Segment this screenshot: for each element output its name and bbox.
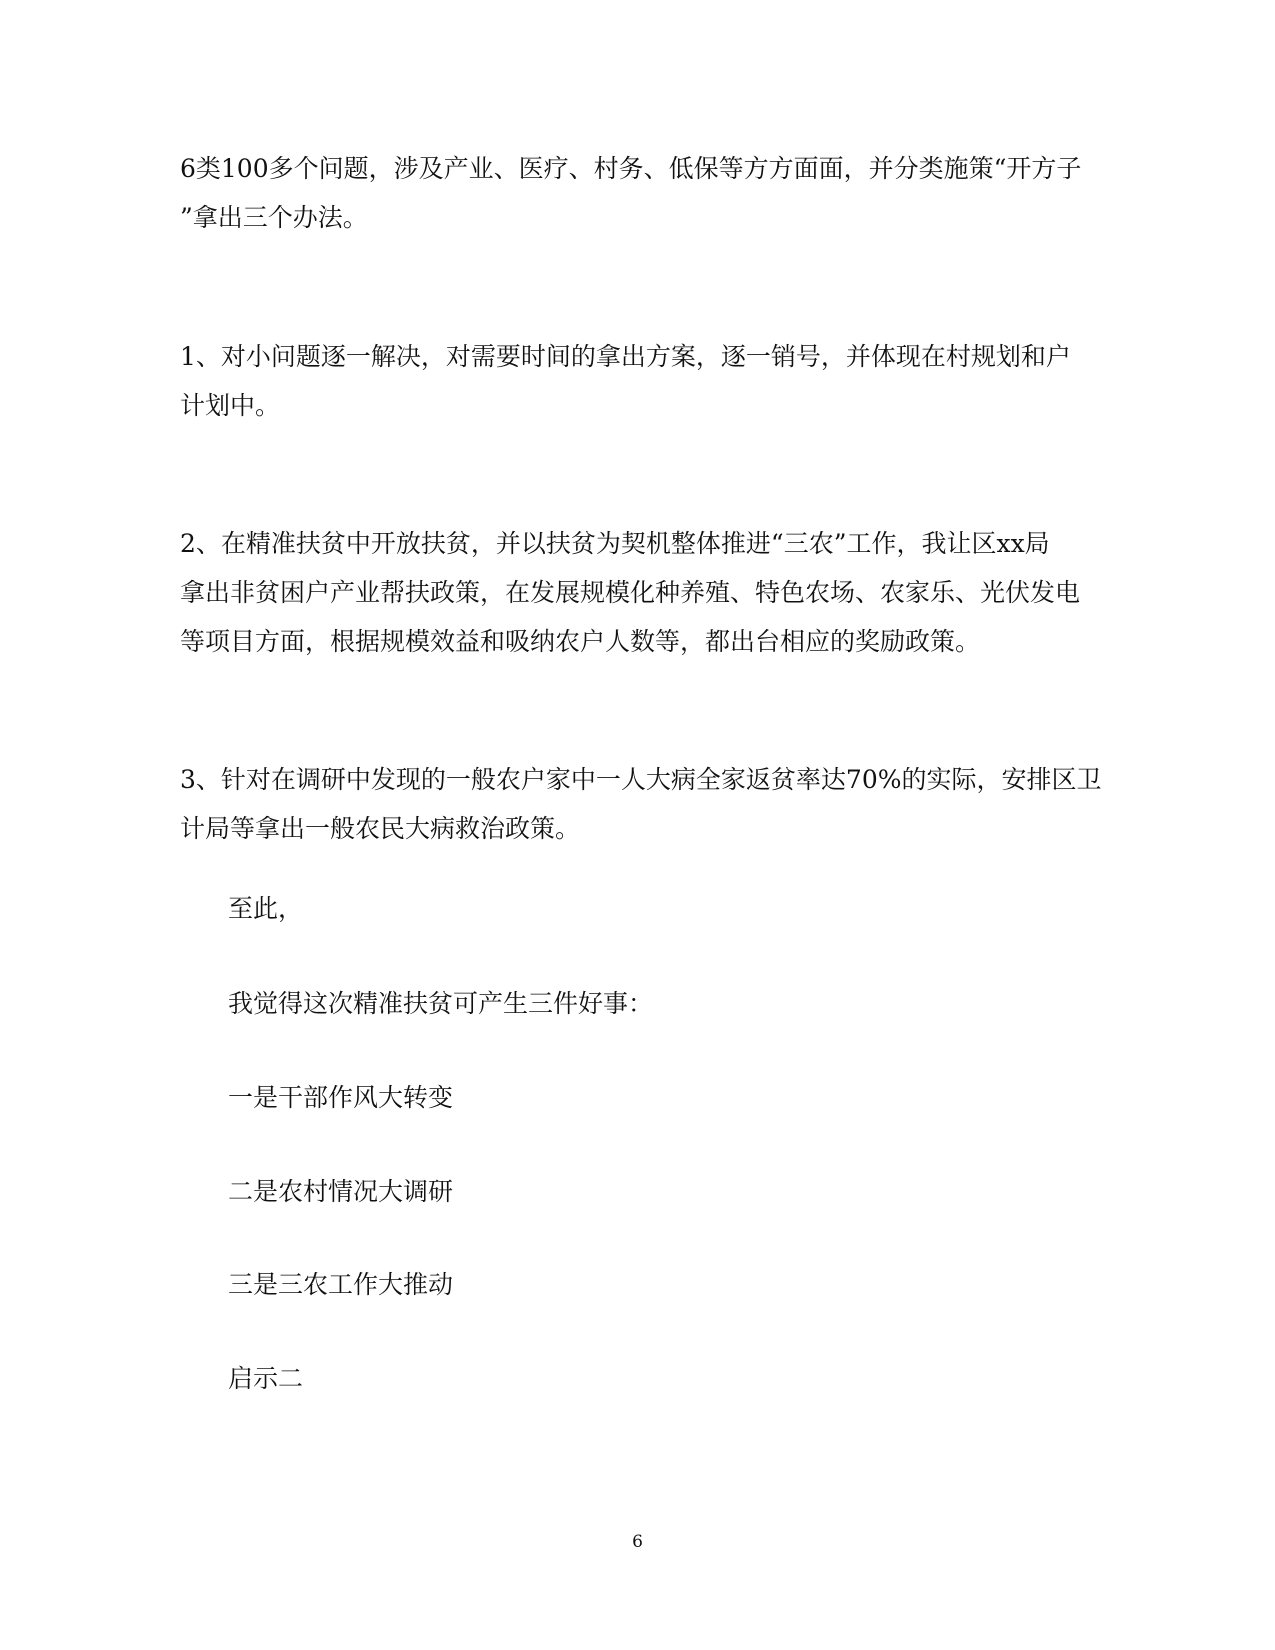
paragraph-item-2 xyxy=(180,519,1081,666)
paragraph-problems-overview xyxy=(180,144,1082,242)
text-line: 我觉得这次精准扶贫可产生三件好事： xyxy=(228,989,654,1018)
page-number: 6 xyxy=(632,1532,643,1552)
paragraph-conclusion-intro xyxy=(228,884,1108,933)
text-line: 二是农村情况大调研 xyxy=(228,1177,454,1206)
text-line: 6类100多个问题，涉及产业、医疗、村务、低保等方方面面，并分类施策“开方子 xyxy=(180,154,1082,183)
text-line: 计划中。 xyxy=(180,391,281,420)
paragraph-good-thing-2 xyxy=(228,1167,1108,1216)
text-line: 2、在精准扶贫中开放扶贫，并以扶贫为契机整体推进“三农”工作，我让区xx局 xyxy=(180,529,1050,558)
text-line: 至此， xyxy=(228,894,304,923)
text-line: 计局等拿出一般农民大病救治政策。 xyxy=(180,814,581,843)
text-line: 启示二 xyxy=(228,1364,304,1393)
section-heading-inspiration-2 xyxy=(228,1354,1108,1403)
text-line: 3、针对在调研中发现的一般农户家中一人大病全家返贫率达70%的实际，安排区卫 xyxy=(180,765,1102,794)
text-line: ”拿出三个办法。 xyxy=(180,203,368,232)
paragraph-good-thing-3 xyxy=(228,1260,1108,1309)
text-line: 等项目方面，根据规模效益和吸纳农户人数等，都出台相应的奖励政策。 xyxy=(180,627,981,656)
text-line: 拿出非贫困户产业帮扶政策，在发展规模化种养殖、特色农场、农家乐、光伏发电 xyxy=(180,578,1081,607)
paragraph-three-good-things xyxy=(228,979,1108,1028)
paragraph-item-1 xyxy=(180,332,1071,430)
text-line: 一是干部作风大转变 xyxy=(228,1083,454,1112)
text-line: 1、对小问题逐一解决，对需要时间的拿出方案，逐一销号，并体现在村规划和户 xyxy=(180,342,1071,371)
text-line: 三是三农工作大推动 xyxy=(228,1270,454,1299)
paragraph-item-3 xyxy=(180,755,1102,853)
paragraph-good-thing-1 xyxy=(228,1073,1108,1122)
